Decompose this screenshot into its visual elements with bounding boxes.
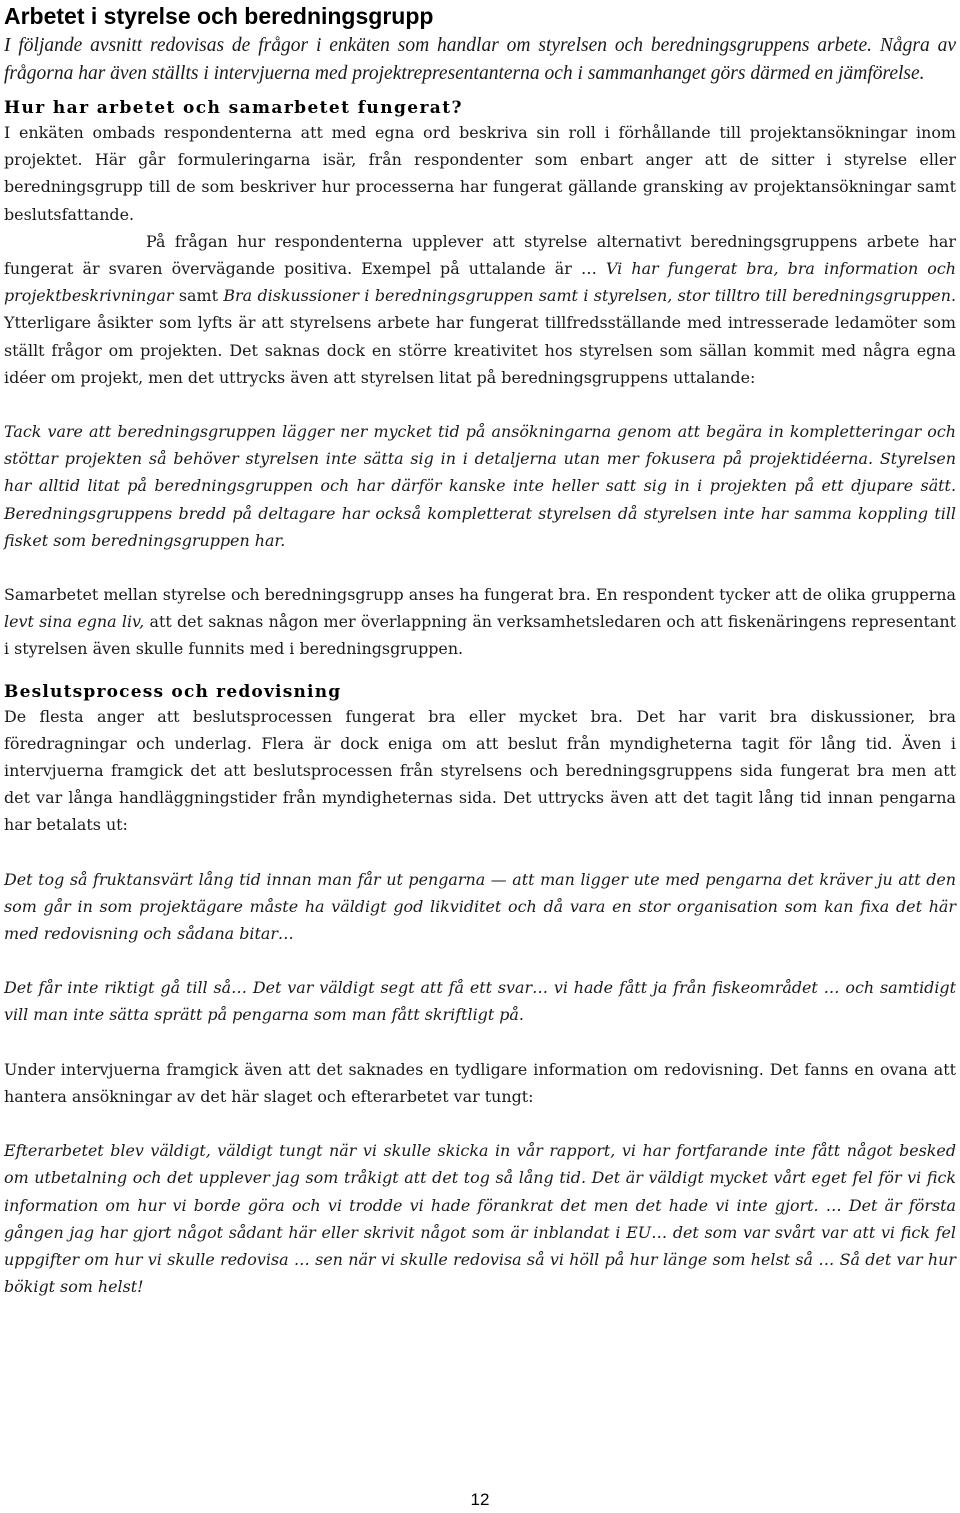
- quote-block: Efterarbetet blev väldigt, väldigt tungt när vi skulle skicka in vår rapport, vi har fortfarande inte fått något besked om utbetalning och det upplever jag som tråkigt att det tog så lång tid. Det är väldigt mycket vårt eget fel för vi fick information om hur vi borde göra och vi trodde vi hade förankrat det men det hade vi inte gjort. … Det är första gången jag har gjort något sådant här eller skrivit något som är inblandat i EU… det som var svårt var att vi fick fel uppgifter om hur vi skulle redovisa … sen när vi skulle redovisa så vi höll på hur länge som helst så … Så det var hur bökigt som helst!: [4, 1141, 956, 1297]
- intro-paragraph: I följande avsnitt redovisas de frågor i enkäten som handlar om styrelsen och beredningsgruppens arbete. Några av frågorna har även ställts i intervjuerna med projektrepresentanterna och i sammanhanget görs därmed en jämförelse.: [4, 35, 956, 84]
- paragraph-roll: I enkäten ombads respondenterna att med egna ord beskriva sin roll i förhållande till projektansökningar inom projektet. Här går formuleringarna isär, från respondenter som enbart anger att de sitter i styrelse eller beredningsgrupp till de som beskriver hur processerna har fungerat gällande gransking av projektansökningar samt beslutsfattande.: [4, 123, 956, 224]
- paragraph-samarbete: [4, 581, 956, 663]
- section-heading-arbete: Hur har arbetet och samarbetet fungerat?: [4, 98, 463, 118]
- page-number: 12: [470, 1490, 490, 1509]
- paragraph-upplevelse: [4, 228, 956, 391]
- section-heading-beslut: Beslutsprocess och redovisning: [4, 681, 342, 702]
- quote-block: Det tog så fruktansvärt lång tid innan man får ut pengarna — att man ligger ute med pengarna det kräver ju att den som går in som projektägare måste ha väldigt god likviditet och då vara en stor organisation som kan fixa det här med redovisning och sådana bitar…: [4, 869, 956, 944]
- text-run: Ytterligare åsikter som lyfts är att styrelsens arbete har fungerat tillfredsställande med intresserade ledamöter som ställt frågor om projekten. Det saknas dock en större kreativitet hos styrelsen som sällan kommit med några egna idéer om projekt, men det uttrycks även att styrelsen litat på beredningsgruppens uttalande:: [4, 313, 956, 387]
- text-run: På frågan hur respondenterna upplever att styrelse alternativt beredningsgruppens arbete har fungerat är svaren övervägande positiva. Exempel på uttalande är …: [4, 231, 956, 279]
- text-run: att det saknas någon mer överlappning än verksamhetsledaren och att fiskenäringens representant i styrelsen även skulle funnits med i beredningsgruppen.: [4, 612, 956, 659]
- paragraph-redovisning: Under intervjuerna framgick även att det saknades en tydligare information om redovisning. Det fanns en ovana att hantera ansökningar av det här slaget och efterarbetet var tungt:: [4, 1059, 956, 1106]
- document-page: [4, 2, 956, 1300]
- page-title: Arbetet i styrelse och beredningsgrupp: [4, 3, 434, 29]
- quoted-phrase: Vi har fungerat bra, bra information och projektbeskrivningar: [4, 259, 956, 306]
- quoted-phrase: Bra diskussioner i beredningsgruppen samt i styrelsen, stor tilltro till beredningsgruppen.: [223, 286, 956, 306]
- text-run: Samarbetet mellan styrelse och beredningsgrupp anses ha fungerat bra. En respondent tycker att de olika grupperna: [4, 585, 956, 605]
- paragraph-beslutsprocess: De flesta anger att beslutsprocessen fungerat bra eller mycket bra. Det har varit bra diskussioner, bra föredragningar och underlag. Flera är dock eniga om att beslut från myndigheterna tagit för lång tid. Även i intervjuerna framgick det att beslutsprocessen från styrelsens och beredningsgruppens sida fungerat bra men att det var långa handläggningstider från myndigheternas sida. Det uttrycks även att det tagit lång tid innan pengarna har betalats ut:: [4, 706, 956, 835]
- quote-block: Tack vare att beredningsgruppen lägger ner mycket tid på ansökningarna genom att begära in kompletteringar och stöttar projekten så behöver styrelsen inte sätta sig in i detaljerna utan mer fokusera på projektidéerna. Styrelsen har alltid litat på beredningsgruppen och har därför kanske inte heller satt sig in i projekten på ett djupare sätt. Beredningsgruppens bredd på deltagare har också kompletterat styrelsen då styrelsen inte har samma koppling till fisket som beredningsgruppen har.: [4, 422, 956, 550]
- quoted-phrase: levt sina egna liv,: [4, 612, 145, 632]
- text-run: samt: [173, 286, 224, 306]
- quote-block: Det får inte riktigt gå till så… Det var väldigt segt att få ett svar… vi hade fått ja från fiskeområdet … och samtidigt vill man inte sätta sprätt på pengarna som man fått skriftligt på.: [4, 978, 956, 1025]
